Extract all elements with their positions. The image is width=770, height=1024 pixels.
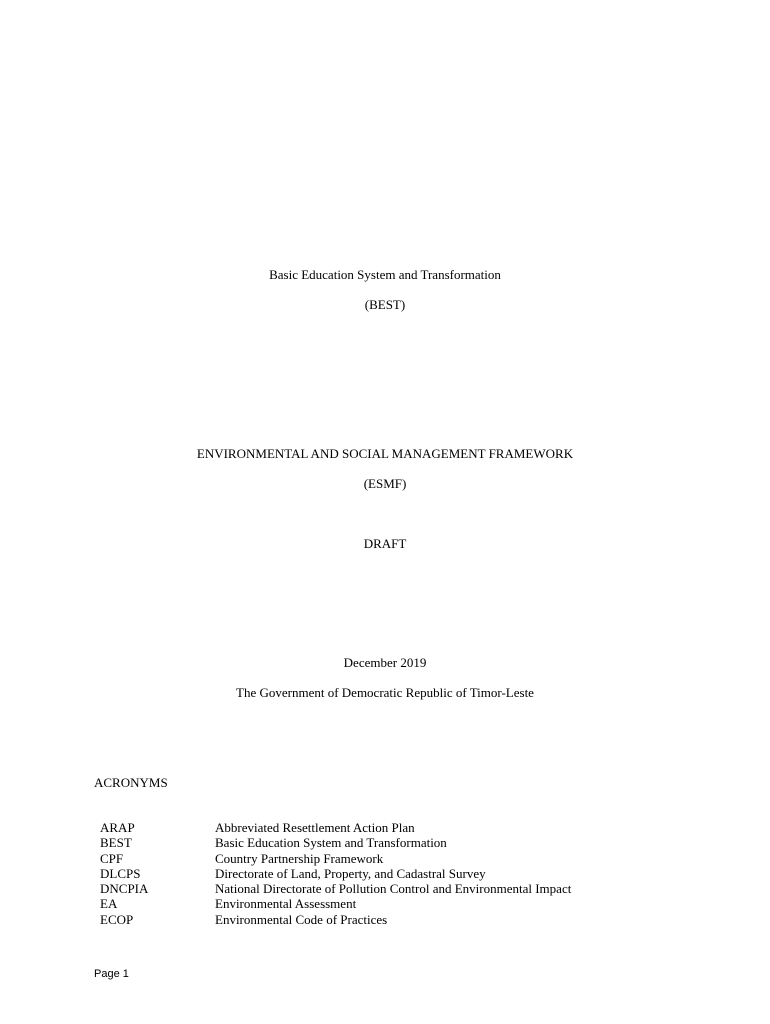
acronym-meaning: Directorate of Land, Property, and Cadastral Survey [215, 865, 486, 881]
acronym-meaning: Basic Education System and Transformation [215, 835, 447, 851]
page-number: Page 1 [94, 968, 129, 980]
acronym-abbreviation: ECOP [100, 911, 134, 927]
acronyms-table [100, 820, 571, 927]
acronym-meaning: Country Partnership Framework [215, 850, 384, 866]
acronym-meaning: Abbreviated Resettlement Action Plan [215, 820, 415, 835]
acronym-abbreviation: CPF [100, 850, 124, 866]
acronym-meaning: Environmental Code of Practices [215, 911, 388, 927]
acronym-row [100, 851, 571, 866]
acronym-abbreviation: ARAP [100, 820, 135, 835]
document-date: December 2019 [343, 655, 427, 670]
project-abbreviation: (BEST) [364, 297, 406, 312]
acronym-row [100, 835, 571, 850]
acronym-abbreviation: EA [100, 896, 118, 912]
draft-status: DRAFT [363, 536, 407, 551]
document-abbreviation: (ESMF) [363, 476, 407, 491]
acronym-row [100, 896, 571, 911]
acronym-row [100, 820, 571, 835]
acronym-row [100, 866, 571, 881]
acronym-row [100, 881, 571, 896]
acronym-meaning: Environmental Assessment [215, 896, 357, 912]
acronyms-heading: ACRONYMS [94, 775, 168, 790]
acronym-abbreviation: BEST [100, 835, 132, 851]
project-title: Basic Education System and Transformation [269, 267, 501, 282]
document-author: The Government of Democratic Republic of Timor-Leste [236, 685, 534, 700]
acronym-row [100, 912, 571, 927]
acronym-abbreviation: DNCPIA [100, 881, 149, 897]
acronym-abbreviation: DLCPS [100, 865, 141, 881]
acronym-meaning: National Directorate of Pollution Control and Environmental Impact [215, 881, 572, 897]
document-title: ENVIRONMENTAL AND SOCIAL MANAGEMENT FRAMEWORK [196, 446, 574, 461]
